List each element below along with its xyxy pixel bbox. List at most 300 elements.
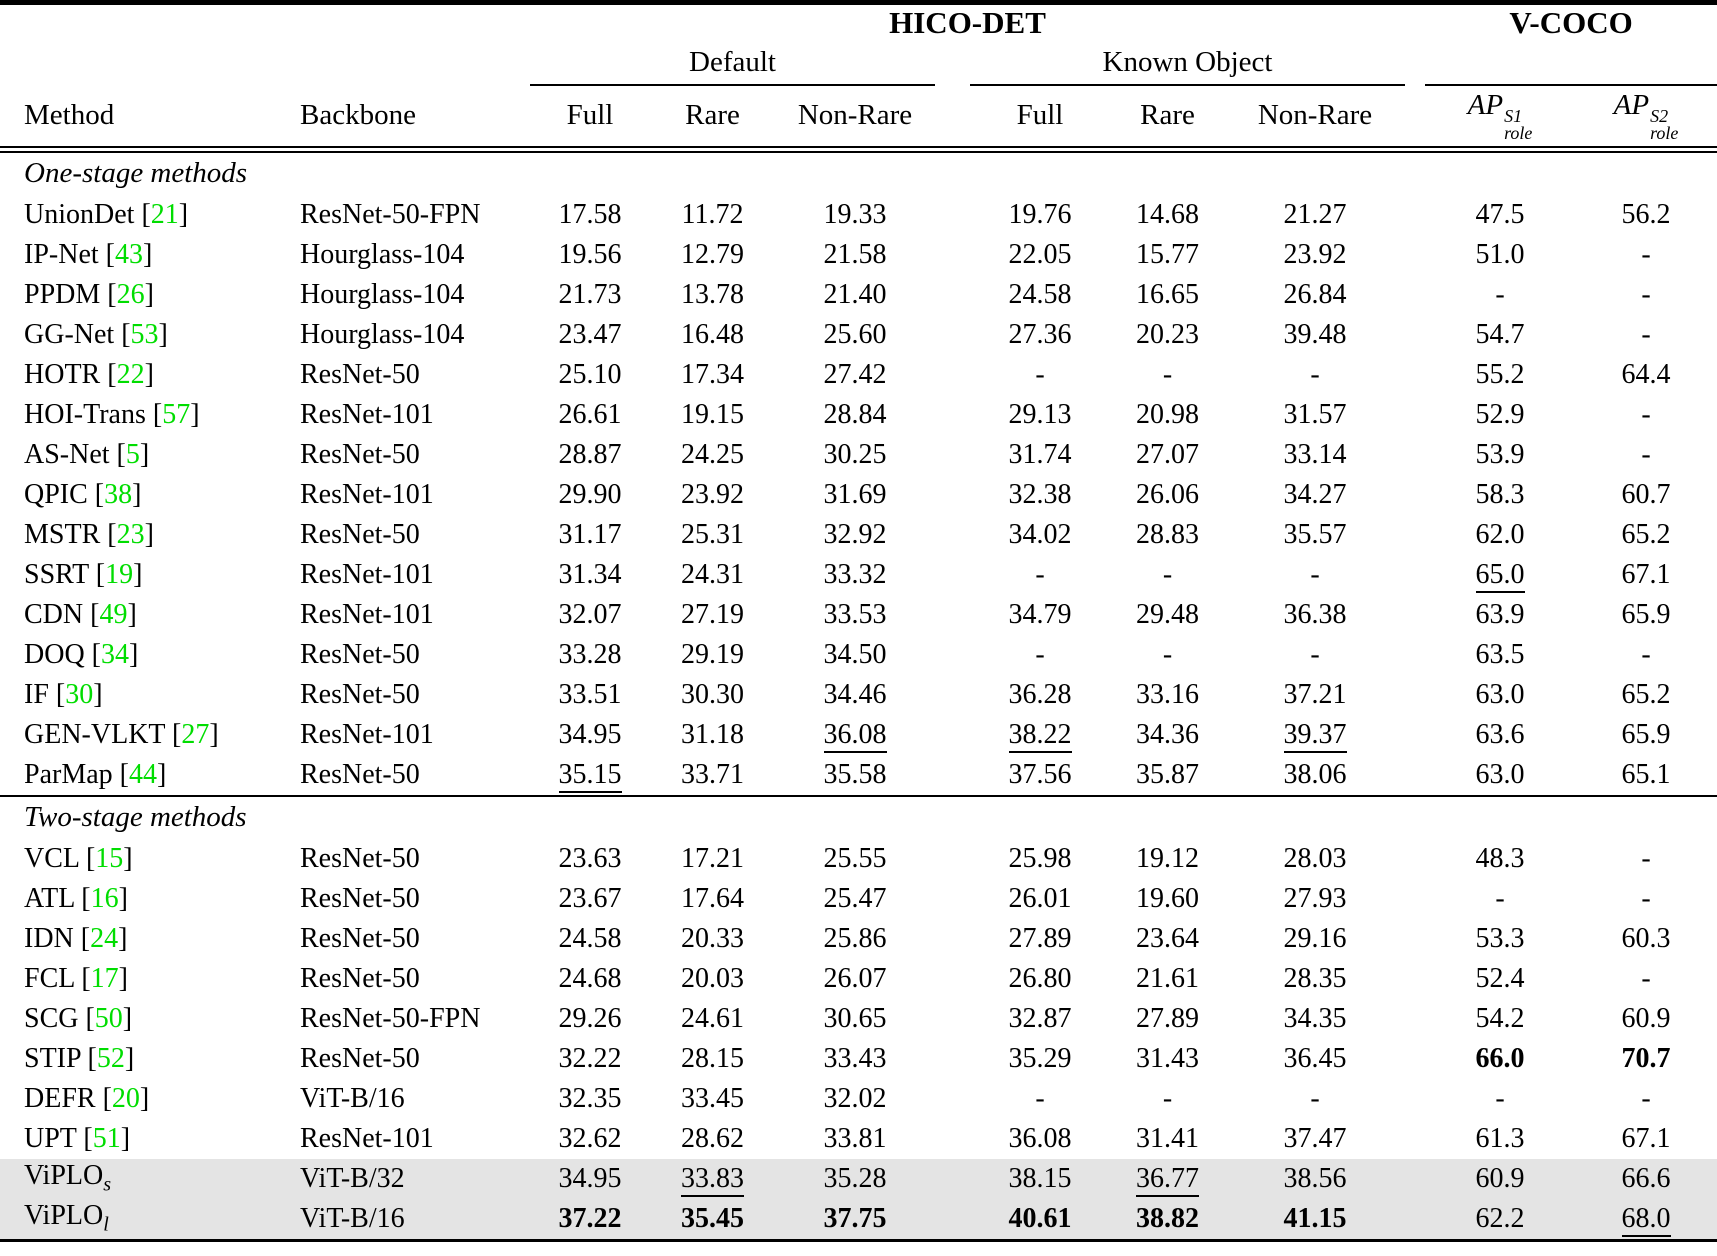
table-row	[0, 195, 1717, 235]
value-cell: 63.5	[1475, 638, 1525, 670]
value-cell: 25.31	[681, 518, 744, 550]
method-cell: HOTR [22]	[24, 358, 154, 390]
column-spacer	[935, 839, 970, 879]
citation-number: 51	[92, 1122, 121, 1154]
citation-number: 23	[116, 518, 145, 550]
value-cell: 30.65	[823, 1002, 887, 1034]
backbone-cell: Hourglass-104	[300, 318, 465, 350]
column-spacer	[935, 515, 970, 555]
citation-number: 43	[114, 238, 143, 270]
value-cell: 20.98	[1136, 398, 1199, 430]
column-spacer	[935, 755, 970, 796]
value-cell: 31.17	[558, 518, 622, 550]
value-cell: 23.92	[681, 478, 744, 510]
citation-number: 24	[90, 922, 119, 954]
value-cell: 61.3	[1475, 1122, 1525, 1154]
method-cell: SSRT [19]	[24, 558, 143, 590]
value-cell: 23.63	[558, 842, 622, 874]
method-cell: GEN-VLKT [27]	[24, 718, 219, 750]
citation-number: 26	[116, 278, 145, 310]
value-cell: 19.56	[558, 238, 622, 270]
backbone-cell: ResNet-50	[300, 638, 420, 670]
value-cell: 33.43	[823, 1042, 887, 1074]
value-cell	[1425, 1039, 1575, 1079]
section-label: One-stage methods	[24, 157, 248, 189]
value-cell: 16.48	[681, 318, 744, 350]
table-body	[0, 149, 1717, 1240]
value-cell: 27.19	[681, 598, 744, 630]
value-cell: 37.56	[1008, 758, 1072, 790]
citation-number: 52	[96, 1042, 125, 1074]
value-cell: 20.33	[681, 922, 744, 954]
value-cell: 29.19	[681, 638, 744, 670]
value-cell: 38.15	[1008, 1162, 1072, 1194]
backbone-cell: Hourglass-104	[300, 238, 465, 270]
value-cell: 27.42	[823, 358, 887, 390]
column-spacer	[935, 315, 970, 355]
value-cell: -	[1641, 638, 1651, 670]
table-row	[0, 515, 1717, 555]
value-cell: 28.62	[681, 1122, 744, 1154]
value-cell	[1110, 1159, 1225, 1199]
default-rare-column-header: Rare	[650, 85, 775, 149]
table-row	[0, 235, 1717, 275]
table-row	[0, 1079, 1717, 1119]
table-row	[0, 919, 1717, 959]
table-row	[0, 755, 1717, 796]
ap-scripts	[1649, 108, 1678, 142]
value-cell: 31.18	[681, 718, 744, 750]
value-cell: 32.38	[1008, 478, 1072, 510]
value-cell: 32.62	[558, 1122, 622, 1154]
value-cell: 33.51	[558, 678, 622, 710]
column-spacer	[935, 1039, 970, 1079]
value-cell: 35.29	[1008, 1042, 1072, 1074]
ap-subscript: role	[1650, 123, 1679, 144]
value-cell: 27.93	[1283, 882, 1347, 914]
table-row	[0, 999, 1717, 1039]
value-cell: 63.0	[1475, 758, 1525, 790]
column-spacer	[1405, 315, 1425, 355]
value-cell: 24.58	[1008, 278, 1072, 310]
ap-base: AP	[1613, 89, 1650, 122]
method-cell: UPT [51]	[24, 1122, 131, 1154]
value-cell: 24.61	[681, 1002, 744, 1034]
value-cell: 65.9	[1621, 598, 1671, 630]
value-cell: -	[1641, 1082, 1651, 1114]
value-cell: 17.34	[681, 358, 744, 390]
value-cell: 24.68	[558, 962, 622, 994]
table-row	[0, 315, 1717, 355]
value-cell: 13.78	[681, 278, 744, 310]
value-cell: 31.43	[1136, 1042, 1199, 1074]
column-spacer	[935, 85, 970, 149]
value-cell: 34.46	[823, 678, 887, 710]
value-cell: 65.2	[1621, 518, 1671, 550]
method-cell: IDN [24]	[24, 922, 128, 954]
value-cell	[1225, 1199, 1405, 1241]
value-cell: 55.2	[1475, 358, 1525, 390]
citation-number: 57	[162, 398, 191, 430]
value-cell: 25.60	[823, 318, 887, 350]
backbone-cell: ResNet-50	[300, 922, 420, 954]
column-spacer	[935, 635, 970, 675]
backbone-cell: ResNet-101	[300, 598, 434, 630]
header-row-columns	[0, 85, 1717, 149]
column-spacer	[1405, 755, 1425, 796]
underlined-value: 33.83	[681, 1163, 744, 1197]
column-spacer	[1405, 1039, 1425, 1079]
bold-value: 66.0	[1475, 1042, 1525, 1074]
known-full-column-header: Full	[970, 85, 1110, 149]
method-cell: DOQ [34]	[24, 638, 139, 670]
table-row	[0, 275, 1717, 315]
column-spacer	[1405, 395, 1425, 435]
value-cell: 66.6	[1621, 1162, 1671, 1194]
value-cell: 14.68	[1136, 198, 1199, 230]
default-nonrare-column-header: Non-Rare	[775, 85, 935, 149]
value-cell: 19.12	[1136, 842, 1199, 874]
value-cell: 34.36	[1136, 718, 1199, 750]
value-cell: 29.90	[558, 478, 622, 510]
method-column-header: Method	[0, 85, 270, 149]
citation-number: 20	[111, 1082, 140, 1114]
table-row	[0, 435, 1717, 475]
column-spacer	[1405, 355, 1425, 395]
method-cell: MSTR [23]	[24, 518, 154, 550]
citation-number: 50	[94, 1002, 123, 1034]
value-cell: 26.07	[823, 962, 887, 994]
table-row	[0, 839, 1717, 879]
value-cell: -	[1641, 238, 1651, 270]
value-cell: 30.30	[681, 678, 744, 710]
column-spacer	[1405, 195, 1425, 235]
value-cell: 20.23	[1136, 318, 1199, 350]
value-cell: 63.9	[1475, 598, 1525, 630]
value-cell: 32.35	[558, 1082, 622, 1114]
value-cell: 52.4	[1475, 962, 1525, 994]
table-header	[0, 3, 1717, 150]
citation-number: 27	[181, 718, 210, 750]
underlined-value: 36.08	[824, 719, 887, 753]
value-cell: 34.35	[1283, 1002, 1347, 1034]
value-cell	[970, 1199, 1110, 1241]
value-cell: 19.33	[823, 198, 887, 230]
value-cell: -	[1035, 638, 1045, 670]
value-cell: 36.08	[1008, 1122, 1072, 1154]
bold-value: 41.15	[1283, 1202, 1347, 1234]
ap-role-s1-column-header	[1425, 85, 1575, 149]
value-cell	[970, 715, 1110, 755]
method-cell: SCG [50]	[24, 1002, 133, 1034]
value-cell: 64.4	[1621, 358, 1671, 390]
value-cell: 60.9	[1475, 1162, 1525, 1194]
table-row	[0, 959, 1717, 999]
value-cell: 39.48	[1283, 318, 1347, 350]
citation-number: 44	[128, 758, 157, 790]
column-spacer	[935, 195, 970, 235]
value-cell: 33.45	[681, 1082, 744, 1114]
citation-number: 19	[105, 558, 134, 590]
column-spacer	[1405, 635, 1425, 675]
column-spacer	[1405, 595, 1425, 635]
backbone-cell: ResNet-50	[300, 518, 420, 550]
value-cell: -	[1495, 882, 1505, 914]
table-row	[0, 395, 1717, 435]
method-cell: IP-Net [43]	[24, 238, 153, 270]
value-cell: -	[1035, 558, 1045, 590]
section-label-row	[0, 149, 1717, 195]
ap-subscript: role	[1504, 123, 1533, 144]
underlined-value: 38.22	[1009, 719, 1072, 753]
value-cell: 65.2	[1621, 678, 1671, 710]
backbone-cell: ResNet-50	[300, 678, 420, 710]
value-cell: 25.47	[823, 882, 887, 914]
value-cell: 26.61	[558, 398, 622, 430]
column-spacer	[1405, 715, 1425, 755]
value-cell: 58.3	[1475, 478, 1525, 510]
table-row	[0, 595, 1717, 635]
value-cell: 29.16	[1283, 922, 1347, 954]
column-spacer	[1405, 919, 1425, 959]
underlined-value: 35.15	[559, 759, 622, 793]
value-cell: 17.58	[558, 198, 622, 230]
value-cell: 54.7	[1475, 318, 1525, 350]
value-cell: 34.95	[558, 718, 622, 750]
value-cell: 31.69	[823, 478, 887, 510]
backbone-cell: ResNet-101	[300, 478, 434, 510]
value-cell: 53.9	[1475, 438, 1525, 470]
value-cell: 51.0	[1475, 238, 1525, 270]
value-cell: 25.55	[823, 842, 887, 874]
ap-scripts	[1503, 108, 1532, 142]
value-cell: 24.25	[681, 438, 744, 470]
value-cell: 36.38	[1283, 598, 1347, 630]
known-rare-column-header: Rare	[1110, 85, 1225, 149]
underlined-value: 65.0	[1476, 559, 1525, 593]
method-cell: PPDM [26]	[24, 278, 154, 310]
value-cell	[1575, 1199, 1717, 1241]
table-row	[0, 1119, 1717, 1159]
column-spacer	[935, 475, 970, 515]
method-cell: FCL [17]	[24, 962, 128, 994]
value-cell: 33.81	[823, 1122, 887, 1154]
column-spacer	[1405, 1079, 1425, 1119]
value-cell: 24.58	[558, 922, 622, 954]
citation-number: 38	[104, 478, 133, 510]
value-cell: -	[1641, 962, 1651, 994]
column-spacer	[1405, 555, 1425, 595]
value-cell: 52.9	[1475, 398, 1525, 430]
value-cell: 38.06	[1283, 758, 1347, 790]
value-cell: 37.21	[1283, 678, 1347, 710]
value-cell: 60.9	[1621, 1002, 1671, 1034]
column-spacer	[935, 235, 970, 275]
backbone-cell: ResNet-50	[300, 882, 420, 914]
value-cell: 31.74	[1008, 438, 1072, 470]
underlined-value: 39.37	[1284, 719, 1347, 753]
backbone-cell: ViT-B/32	[300, 1162, 405, 1194]
value-cell: 54.2	[1475, 1002, 1525, 1034]
method-cell: ParMap [44]	[24, 758, 167, 790]
value-cell: 32.02	[823, 1082, 887, 1114]
value-cell: 67.1	[1621, 558, 1671, 590]
column-spacer	[1405, 85, 1425, 149]
column-spacer	[1405, 959, 1425, 999]
backbone-cell: ResNet-50	[300, 842, 420, 874]
header-row-benchmarks	[0, 3, 1717, 42]
value-cell: 23.67	[558, 882, 622, 914]
column-spacer	[935, 1079, 970, 1119]
value-cell: 33.28	[558, 638, 622, 670]
table-row	[0, 879, 1717, 919]
value-cell: 32.07	[558, 598, 622, 630]
value-cell: 36.45	[1283, 1042, 1347, 1074]
value-cell: -	[1641, 882, 1651, 914]
value-cell: -	[1162, 558, 1173, 590]
value-cell: 34.50	[823, 638, 887, 670]
column-spacer	[1405, 515, 1425, 555]
method-subscript: l	[103, 1213, 109, 1236]
value-cell: 15.77	[1136, 238, 1199, 270]
value-cell: 28.83	[1136, 518, 1199, 550]
section-label-row	[0, 796, 1717, 839]
header-row-settings	[0, 41, 1717, 85]
section-label: Two-stage methods	[24, 801, 247, 833]
column-spacer	[1405, 1119, 1425, 1159]
value-cell: 32.92	[823, 518, 887, 550]
table-row	[0, 475, 1717, 515]
value-cell: 29.26	[558, 1002, 622, 1034]
value-cell: -	[1495, 1082, 1505, 1114]
value-cell: 35.57	[1283, 518, 1347, 550]
value-cell: -	[1641, 318, 1651, 350]
value-cell: -	[1035, 1082, 1045, 1114]
column-spacer	[935, 675, 970, 715]
value-cell: 33.14	[1283, 438, 1347, 470]
value-cell: 28.84	[823, 398, 887, 430]
value-cell: 29.13	[1008, 398, 1072, 430]
column-spacer	[935, 1119, 970, 1159]
value-cell: 30.25	[823, 438, 887, 470]
citation-number: 21	[150, 198, 179, 230]
value-cell	[530, 755, 650, 796]
table-row	[0, 355, 1717, 395]
value-cell: -	[1641, 438, 1651, 470]
bold-value: 40.61	[1008, 1202, 1072, 1234]
value-cell: 62.2	[1475, 1202, 1525, 1234]
value-cell: 25.98	[1008, 842, 1072, 874]
column-spacer	[1405, 1199, 1425, 1241]
backbone-cell: ResNet-50	[300, 962, 420, 994]
value-cell: 31.41	[1136, 1122, 1199, 1154]
value-cell: -	[1495, 278, 1505, 310]
ap-base: AP	[1467, 89, 1504, 122]
method-cell: IF [30]	[24, 678, 103, 710]
value-cell: 37.47	[1283, 1122, 1347, 1154]
table-row	[0, 1199, 1717, 1241]
hico-det-group-header: HICO-DET	[889, 5, 1046, 40]
backbone-cell: ResNet-101	[300, 558, 434, 590]
backbone-cell: ResNet-101	[300, 398, 434, 430]
value-cell: 33.32	[823, 558, 887, 590]
citation-number: 5	[125, 438, 140, 470]
backbone-cell: ResNet-50	[300, 758, 420, 790]
backbone-cell: ResNet-101	[300, 1122, 434, 1154]
backbone-cell: ViT-B/16	[300, 1082, 405, 1114]
column-spacer	[935, 435, 970, 475]
value-cell: -	[1641, 278, 1651, 310]
value-cell: 33.53	[823, 598, 887, 630]
table-row	[0, 675, 1717, 715]
column-spacer	[1405, 275, 1425, 315]
citation-number: 16	[90, 882, 119, 914]
value-cell: 62.0	[1475, 518, 1525, 550]
value-cell: -	[1310, 638, 1320, 670]
backbone-cell: ResNet-50	[300, 438, 420, 470]
value-cell: 26.06	[1136, 478, 1199, 510]
column-spacer	[935, 355, 970, 395]
value-cell: 27.07	[1136, 438, 1199, 470]
value-cell: 60.3	[1621, 922, 1671, 954]
bold-value: 37.22	[558, 1202, 622, 1234]
value-cell: 60.7	[1621, 478, 1671, 510]
backbone-cell: ViT-B/16	[300, 1202, 405, 1234]
default-group-header: Default	[530, 41, 935, 85]
value-cell: 36.28	[1008, 678, 1072, 710]
backbone-column-header: Backbone	[270, 85, 530, 149]
column-spacer	[1405, 475, 1425, 515]
ap-superscript: S2	[1650, 106, 1669, 127]
citation-number: 17	[90, 962, 119, 994]
table-row	[0, 1039, 1717, 1079]
backbone-cell: ResNet-50	[300, 358, 420, 390]
citation-number: 30	[65, 678, 94, 710]
bold-value: 37.75	[823, 1202, 887, 1234]
method-cell: CDN [49]	[24, 598, 137, 630]
column-spacer	[1405, 1159, 1425, 1199]
value-cell: 33.16	[1136, 678, 1199, 710]
underlined-value: 68.0	[1622, 1203, 1671, 1237]
value-cell: 21.40	[823, 278, 887, 310]
bold-value: 35.45	[681, 1202, 744, 1234]
citation-number: 34	[101, 638, 129, 670]
value-cell	[775, 1199, 935, 1241]
value-cell: 34.95	[558, 1162, 622, 1194]
column-spacer	[935, 555, 970, 595]
value-cell: 35.58	[823, 758, 887, 790]
column-spacer	[935, 1159, 970, 1199]
value-cell: 34.02	[1008, 518, 1072, 550]
value-cell	[650, 1159, 775, 1199]
column-spacer	[935, 715, 970, 755]
backbone-cell: Hourglass-104	[300, 278, 465, 310]
value-cell: 19.76	[1008, 198, 1072, 230]
value-cell: 12.79	[681, 238, 744, 270]
value-cell: 31.34	[558, 558, 622, 590]
column-spacer	[1405, 999, 1425, 1039]
value-cell: -	[1641, 398, 1651, 430]
column-spacer	[1405, 435, 1425, 475]
value-cell: 48.3	[1475, 842, 1525, 874]
citation-number: 49	[99, 598, 128, 630]
column-spacer	[1405, 235, 1425, 275]
value-cell: -	[1035, 358, 1045, 390]
value-cell: -	[1310, 358, 1320, 390]
value-cell: 28.15	[681, 1042, 744, 1074]
value-cell: 33.71	[681, 758, 744, 790]
value-cell	[1425, 555, 1575, 595]
